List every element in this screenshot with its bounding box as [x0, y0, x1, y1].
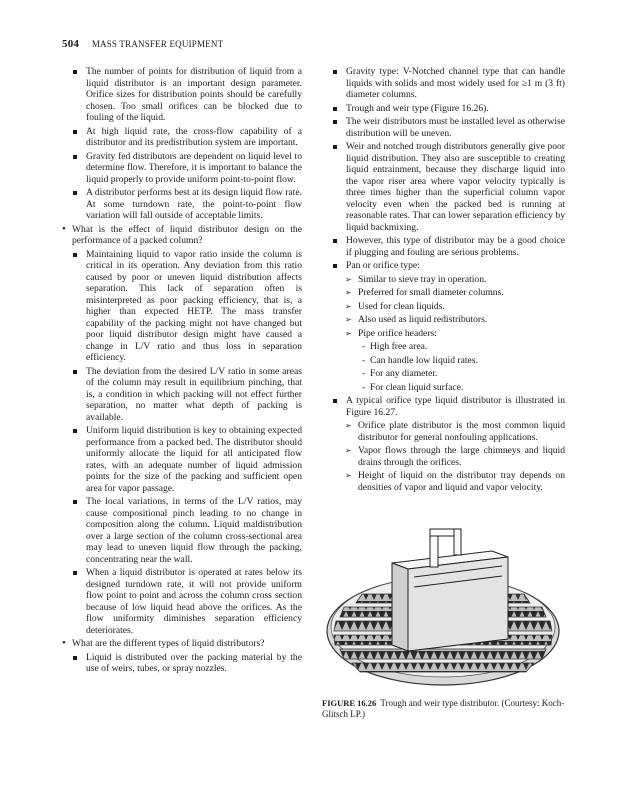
- bullet-item: ➢ Preferred for small diameter columns.: [322, 287, 565, 299]
- bullet-item: A typical orifice type liquid distributor is illustrated in Figure 16.27.: [322, 395, 565, 418]
- running-title: MASS TRANSFER EQUIPMENT: [91, 39, 224, 49]
- bullet-item: - High free area.: [322, 341, 565, 353]
- bullet-item: The local variations, in terms of the L/V ratios, may cause compositional pinch leading to no change in composition along the column. Liquid maldistribution over a large section of the column cross-sectional area may lead to uneven liquid flow through the packing, concentrating near the wall.: [62, 496, 302, 565]
- page-number: 504: [62, 38, 80, 50]
- figure-label: FIGURE 16.26: [322, 698, 377, 708]
- bullet-item: At high liquid rate, the cross-flow capability of a distributor and its predistribution system are important.: [62, 126, 302, 149]
- left-column: [62, 66, 302, 677]
- bullet-item: However, this type of distributor may be a good choice if plugging and fouling are serious problems.: [322, 235, 565, 258]
- bullet-item: The deviation from the desired L/V ratio in some areas of the column may result in equilibrium pinching, that is, a condition in which packing will not effect further separation, no matter what depth of packing is available.: [62, 366, 302, 424]
- figure-16-26: [322, 521, 565, 689]
- figure-caption: [322, 698, 565, 720]
- bullet-item: ➢ Height of liquid on the distributor tray depends on densities of vapor and liquid and vapor velocity.: [322, 470, 565, 493]
- bullet-item: Uniform liquid distribution is key to obtaining expected performance from a packed bed. The distributor should uniformly allocate the liquid for all anticipated flow rates, with an adequate number of liquid admission points for the size of the packing and sufficient open area for vapor passage.: [62, 425, 302, 494]
- bullet-item: - For any diameter.: [322, 368, 565, 380]
- trough-distributor-illustration: [322, 521, 565, 689]
- bullet-item: Pan or orifice type:: [322, 260, 565, 272]
- bullet-item: A distributor performs best at its design liquid flow rate. At some turndown rate, the point-to-point flow variation will fall outside of acceptable limits.: [62, 187, 302, 222]
- bullet-item: ➢ Used for clean liquids.: [322, 301, 565, 313]
- bullet-item: ➢ Orifice plate distributor is the most common liquid distributor for general nonfouling applications.: [322, 420, 565, 443]
- bullet-item: Maintaining liquid to vapor ratio inside the column is critical in its operation. Any deviation from this ratio caused by poor or uneven liquid distribution affects separation. This lack of separation often is misinterpreted as poor packing efficiency, that is, a higher than expected HETP. The mass transfer capability of the packing might not have changed but poor liquid distributor design might have caused a change in L/V ratio and thus loss in separation efficiency.: [62, 249, 302, 364]
- bullet-item: Liquid is distributed over the packing material by the use of weirs, tubes, or spray nozzles.: [62, 652, 302, 675]
- bullet-item: Trough and weir type (Figure 16.26).: [322, 103, 565, 115]
- bullet-item: - Can handle low liquid rates.: [322, 355, 565, 367]
- bullet-item: The number of points for distribution of liquid from a liquid distributor is an important design parameter. Orifice sizes for distribution points should be carefully chosen. Too small orifices can be blocked due to fouling of the liquid.: [62, 66, 302, 124]
- bullet-item: - For clean liquid surface.: [322, 382, 565, 394]
- bullet-item: The weir distributors must be installed level as otherwise distribution will be uneven.: [322, 116, 565, 139]
- bullet-item: Gravity type: V-Notched channel type that can handle liquids with solids and most widely used for ≥1 m (3 ft) diameter columns.: [322, 66, 565, 101]
- bullet-item: ➢ Pipe orifice headers:: [322, 328, 565, 340]
- bullet-item: • What are the different types of liquid distributors?: [62, 638, 302, 650]
- bullet-item: • What is the effect of liquid distributor design on the performance of a packed column?: [62, 224, 302, 247]
- running-header: [62, 38, 223, 50]
- bullet-item: ➢ Also used as liquid redistributors.: [322, 314, 565, 326]
- figure-caption-text: Trough and weir type distributor. (Courtesy: Koch-Glitsch LP.): [322, 698, 565, 719]
- bullet-item: Gravity fed distributors are dependent on liquid level to determine flow. Therefore, it is important to balance the liquid properly to provide uniform point-to-point flow.: [62, 151, 302, 186]
- bullet-item: ➢ Similar to sieve tray in operation.: [322, 274, 565, 286]
- right-column: [322, 66, 565, 495]
- bullet-item: When a liquid distributor is operated at rates below its designed turndown rate, it will not provide uniform flow point to point and across the column cross section because of low liquid head above the orifices. As the flow uniformity diminishes separation efficiency deteriorates.: [62, 567, 302, 636]
- bullet-item: Weir and notched trough distributors generally give poor liquid distribution. They also are susceptible to creating liquid entrainment, because they discharge liquid into the vapor riser area where vapor velocity typically is three times higher than the superficial column vapor velocity even when the packed bed is running at reasonable rates. That can lower separation efficiency by liquid backmixing.: [322, 141, 565, 233]
- bullet-item: ➢ Vapor flows through the large chimneys and liquid drains through the orifices.: [322, 445, 565, 468]
